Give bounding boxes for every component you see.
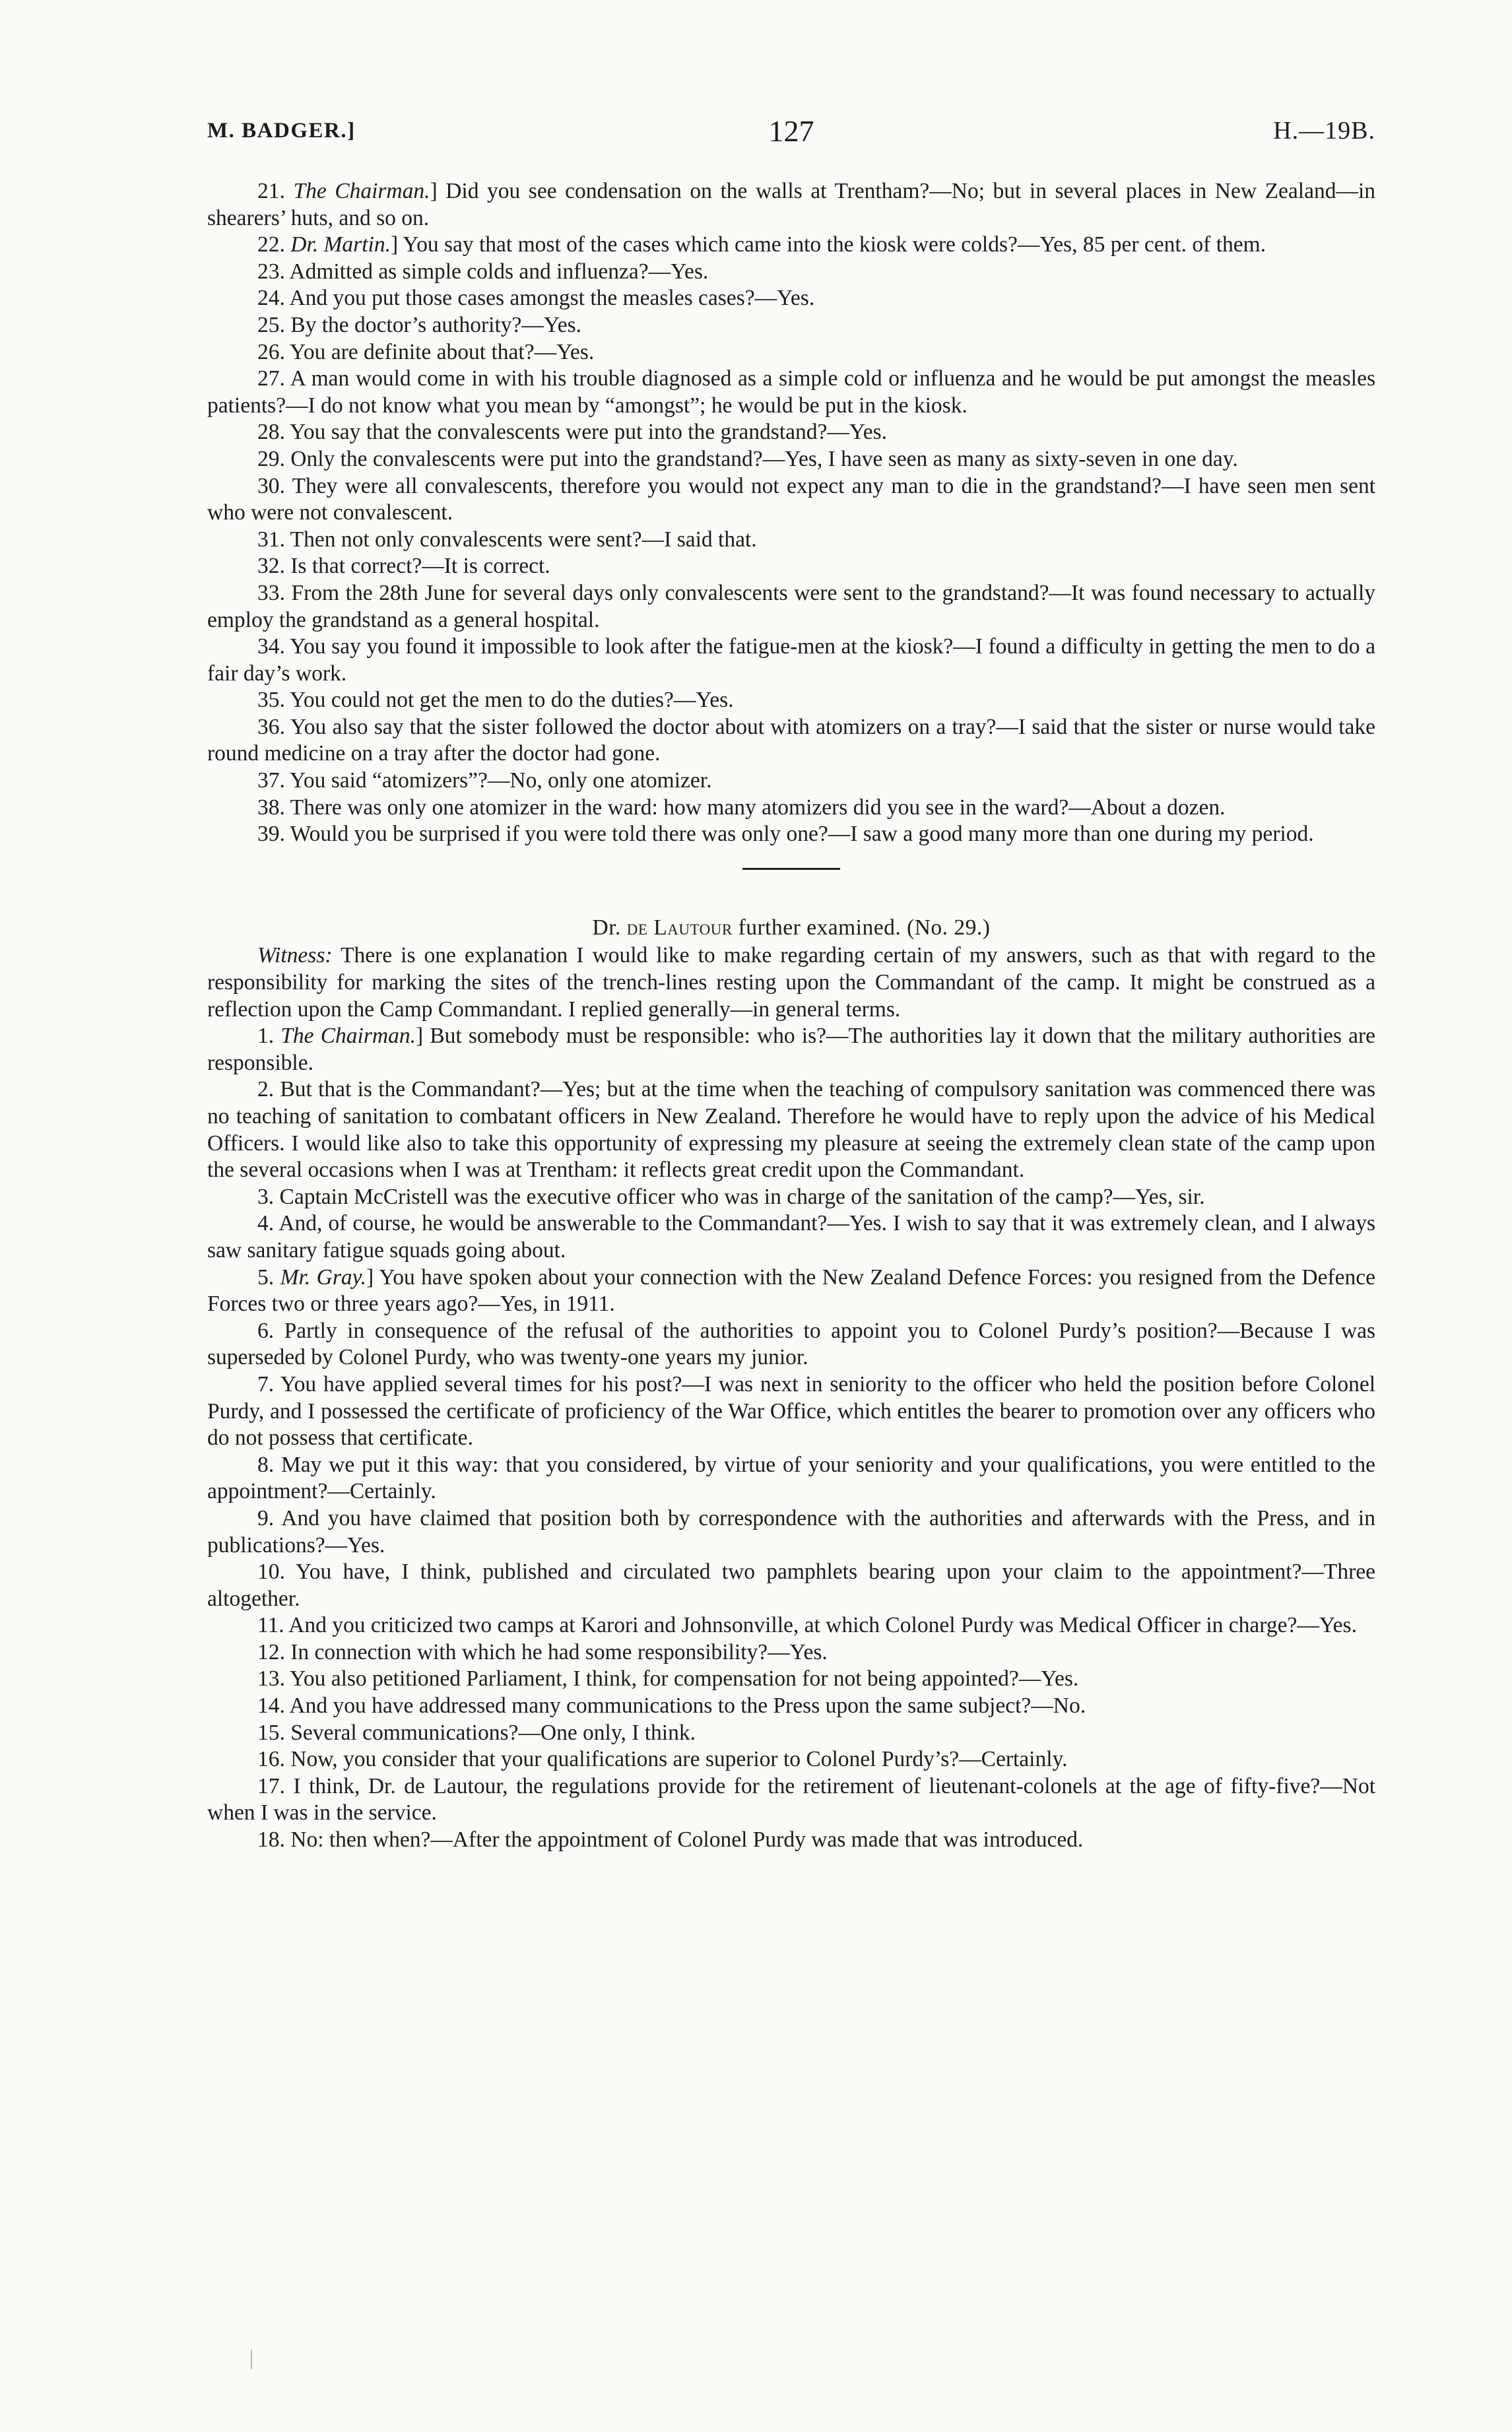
section-divider xyxy=(742,868,840,870)
question-paragraph xyxy=(207,1559,1375,1612)
question-paragraph xyxy=(207,634,1375,687)
paragraph-text: 10. You have, I think, published and circulated two pamphlets bearing upon your claim to the appointment?—Three altogether. xyxy=(207,1560,1375,1611)
paragraph-text: 38. There was only one atomizer in the ward: how many atomizers did you see in the ward?—About a dozen. xyxy=(257,795,1226,820)
paragraph-text: 24. And you put those cases amongst the measles cases?—Yes. xyxy=(257,286,815,311)
question-paragraph xyxy=(207,553,1375,580)
question-paragraph xyxy=(207,714,1375,768)
paragraph-text: 22. xyxy=(257,232,291,257)
paragraph-text: 39. Would you be surprised if you were told there was only one?—I saw a good many more than one during my period. xyxy=(257,822,1314,847)
paragraph-text: 26. You are definite about that?—Yes. xyxy=(257,339,595,364)
paragraph-text: 3. Captain McCristell was the executive officer who was in charge of the sanitation of the camp?—Yes, sir. xyxy=(257,1184,1205,1209)
paragraph-text: 15. Several communications?—One only, I think. xyxy=(257,1720,696,1745)
paragraph-text: 2. But that is the Commandant?—Yes; but at the time when the teaching of compulsory sanitation was commenced there was no teaching of sanitation to combatant officers in New Zealand. Therefore he would have to reply upon the advice of his Medical Officers. I would like also to take this opportunity of expressing my pleasure at seeing the extremely clean state of the camp upon the several occasions when I was at Trentham: it reflects great credit upon the Commandant. xyxy=(207,1077,1375,1183)
question-paragraph xyxy=(207,419,1375,446)
paragraph-text-continued: ] You have spoken about your connection with the New Zealand Defence Forces: you resigned from the Defence Forces two or three years ago?—Yes, in 1911. xyxy=(207,1265,1375,1317)
question-paragraph xyxy=(207,1184,1375,1211)
question-paragraph xyxy=(207,446,1375,473)
question-paragraph xyxy=(207,1265,1375,1318)
question-paragraph xyxy=(207,1693,1375,1720)
question-paragraph xyxy=(207,1746,1375,1773)
paragraph-text: 18. No: then when?—After the appointment of Colonel Purdy was made that was introduced. xyxy=(257,1827,1084,1853)
page-header xyxy=(207,114,1375,153)
paragraph-text: 4. And, of course, he would be answerable to the Commandant?—Yes. I wish to say that it was extremely clean, and I always saw sanitary fatigue squads going about. xyxy=(207,1211,1375,1263)
paragraph-text: 12. In connection with which he had some responsibility?—Yes. xyxy=(257,1639,828,1664)
header-witness-name: M. BADGER.] xyxy=(207,119,356,143)
speaker-name: Dr. Martin. xyxy=(290,232,391,257)
question-paragraph xyxy=(207,232,1375,259)
paragraph-text-continued: ] Did you see condensation on the walls at Trentham?—No; but in several places in New Zealand—in shearers’ huts, and so on. xyxy=(207,179,1376,230)
margin-mark xyxy=(251,2350,252,2369)
question-paragraph xyxy=(207,1505,1375,1559)
question-paragraph xyxy=(207,1612,1375,1639)
question-paragraph xyxy=(207,795,1375,822)
paragraph-text: 8. May we put it this way: that you considered, by virtue of your seniority and your qualifications, you were entitled to the appointment?—Certainly. xyxy=(207,1452,1375,1504)
question-paragraph xyxy=(207,1210,1375,1264)
paragraph-text: 36. You also say that the sister followed the doctor about with atomizers on a tray?—I said that the sister or nurse would take round medicine on a tray after the doctor had gone. xyxy=(207,714,1375,766)
paragraph-text: 34. You say you found it impossible to look after the fatigue-men at the kiosk?—I found a difficulty in getting the men to do a fair day’s work. xyxy=(207,634,1375,686)
paragraph-text: 16. Now, you consider that your qualifications are superior to Colonel Purdy’s?—Certainly. xyxy=(257,1747,1068,1772)
question-paragraph xyxy=(207,259,1375,286)
section-title xyxy=(207,915,1375,942)
evidence-part-2 xyxy=(207,1023,1375,1853)
paragraph-text: 27. A man would come in with his trouble diagnosed as a simple cold or influenza and he would be put amongst the measles patients?—I do not know what you mean by “amongst”; he would be put in the kiosk. xyxy=(207,366,1375,418)
question-paragraph xyxy=(207,1452,1375,1505)
question-paragraph xyxy=(207,687,1375,714)
paragraph-text: 9. And you have claimed that position both by correspondence with the authorities and afterwards with the Press, and in publications?—Yes. xyxy=(207,1505,1375,1558)
section-title-suffix: further examined. (No. 29.) xyxy=(732,915,991,940)
paragraph-text: 11. And you criticized two camps at Karori and Johnsonville, at which Colonel Purdy was Medical Officer in charge?—Yes. xyxy=(257,1613,1357,1638)
question-paragraph xyxy=(207,1666,1375,1693)
paragraph-text: 25. By the doctor’s authority?—Yes. xyxy=(257,312,582,337)
question-paragraph xyxy=(207,339,1375,366)
question-paragraph xyxy=(207,1773,1375,1827)
paragraph-text-continued: ] You say that most of the cases which came into the kiosk were colds?—Yes, 85 per cent. of them. xyxy=(390,232,1266,257)
paragraph-text: 30. They were all convalescents, therefore you would not expect any man to die in the grandstand?—I have seen men sent who were not convalescent. xyxy=(207,473,1375,525)
paragraph-text: 33. From the 28th June for several days only convalescents were sent to the grandstand?—It was found necessary to actually employ the grandstand as a general hospital. xyxy=(207,580,1375,632)
paragraph-text: 32. Is that correct?—It is correct. xyxy=(257,554,550,579)
section-title-prefix: Dr. xyxy=(592,915,627,940)
question-paragraph xyxy=(207,768,1375,795)
section-title-name: de Lautour xyxy=(626,915,733,940)
evidence-part-1 xyxy=(207,178,1375,848)
question-paragraph xyxy=(207,1827,1375,1854)
witness-label: Witness: xyxy=(257,943,333,968)
question-paragraph xyxy=(207,1076,1375,1183)
witness-statement xyxy=(207,942,1375,1023)
speaker-name: The Chairman. xyxy=(293,179,430,203)
question-paragraph xyxy=(207,312,1375,339)
header-document-ref: H.—19B. xyxy=(1273,117,1375,145)
speaker-name: The Chairman. xyxy=(280,1024,416,1049)
paragraph-text: 5. xyxy=(257,1265,280,1290)
document-body xyxy=(207,178,1375,1854)
question-paragraph xyxy=(207,580,1375,634)
question-paragraph xyxy=(207,473,1375,527)
paragraph-text: 14. And you have addressed many communications to the Press upon the same subject?—No. xyxy=(257,1693,1086,1719)
question-paragraph xyxy=(207,1639,1375,1666)
question-paragraph xyxy=(207,1371,1375,1452)
paragraph-text: 35. You could not get the men to do the duties?—Yes. xyxy=(257,688,734,713)
question-paragraph xyxy=(207,1023,1375,1076)
page-number: 127 xyxy=(768,114,814,148)
paragraph-text: 6. Partly in consequence of the refusal of the authorities to appoint you to Colonel Purdy’s position?—Because I was superseded by Colonel Purdy, who was twenty-one years my junior. xyxy=(207,1318,1375,1370)
question-paragraph xyxy=(207,366,1375,419)
paragraph-text: 21. xyxy=(257,179,294,203)
question-paragraph xyxy=(207,178,1375,232)
paragraph-text: 7. You have applied several times for his post?—I was next in seniority to the officer who held the position before Colonel Purdy, and I possessed the certificate of proficiency of the War Office, which entitles the bearer to promotion over any officers who do not possess that certificate. xyxy=(207,1371,1375,1451)
paragraph-text: 23. Admitted as simple colds and influenza?—Yes. xyxy=(257,259,709,284)
question-paragraph xyxy=(207,285,1375,312)
question-paragraph xyxy=(207,527,1375,554)
paragraph-text: 17. I think, Dr. de Lautour, the regulations provide for the retirement of lieutenant-colonels at the age of fifty-five?—Not when I was in the service. xyxy=(207,1773,1375,1825)
paragraph-text: 1. xyxy=(257,1024,281,1049)
question-paragraph xyxy=(207,821,1375,848)
question-paragraph xyxy=(207,1720,1375,1747)
paragraph-text: 13. You also petitioned Parliament, I think, for compensation for not being appointed?—Yes. xyxy=(257,1666,1079,1692)
paragraph-text-continued: ] But somebody must be responsible: who is?—The authorities lay it down that the military authorities are responsible. xyxy=(207,1024,1376,1075)
witness-text: There is one explanation I would like to make regarding certain of my answers, such as that with regard to the responsibility for marking the sites of the trench-lines resting upon the Commandant of the camp. It might be construed as a reflection upon the Camp Commandant. I replied generally—in general terms. xyxy=(207,943,1375,1022)
paragraph-text: 29. Only the convalescents were put into the grandstand?—Yes, I have seen as many as sixty-seven in one day. xyxy=(257,446,1238,471)
question-paragraph xyxy=(207,1318,1375,1371)
paragraph-text: 31. Then not only convalescents were sent?—I said that. xyxy=(257,527,757,552)
speaker-name: Mr. Gray. xyxy=(280,1265,367,1290)
paragraph-text: 37. You said “atomizers”?—No, only one atomizer. xyxy=(257,768,712,793)
paragraph-text: 28. You say that the convalescents were put into the grandstand?—Yes. xyxy=(257,420,887,445)
